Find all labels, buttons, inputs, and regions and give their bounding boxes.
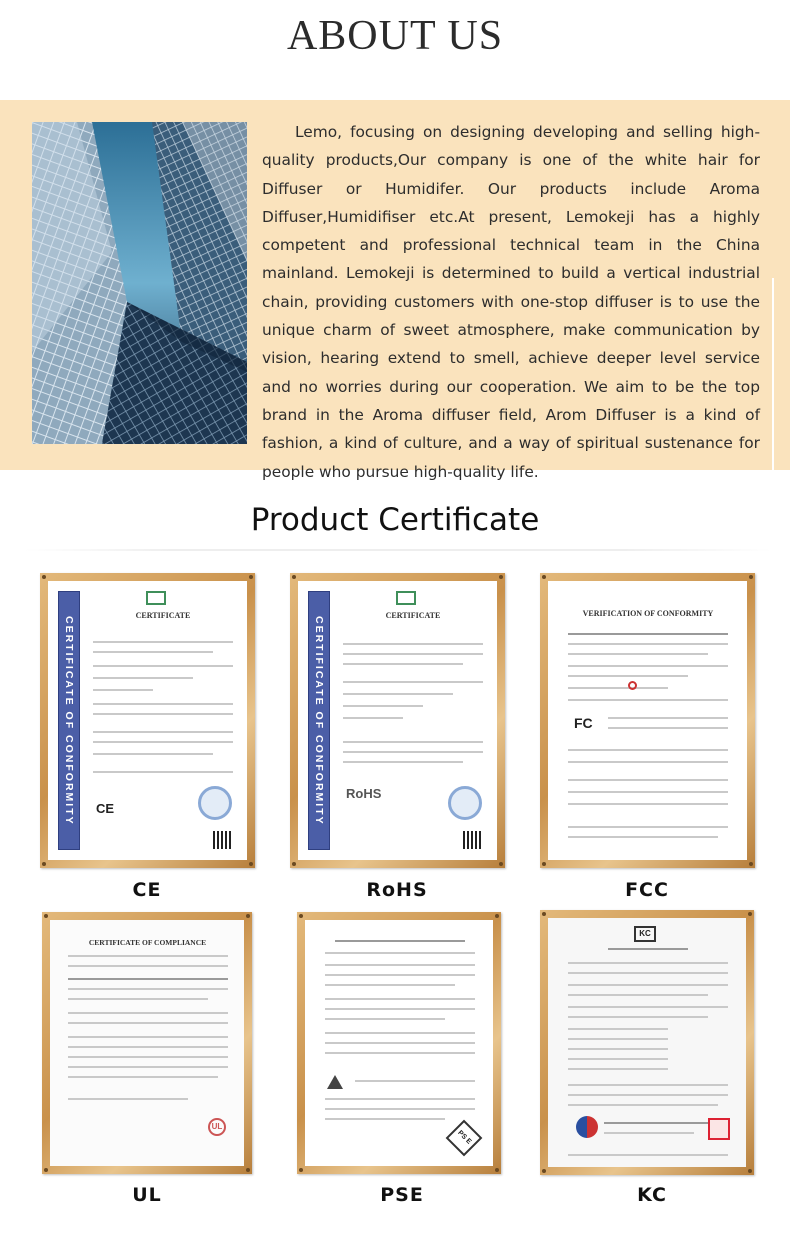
certificate-frame-fcc[interactable] [540,573,755,868]
certificate-document [48,581,247,860]
stamp-icon [198,786,232,820]
certificate-label-pse: PSE [380,1184,424,1206]
ul-mark: UL [208,1118,226,1136]
document-heading: CERTIFICATE OF COMPLIANCE [88,938,207,947]
ps-triangle-icon [327,1075,343,1089]
document-heading: CERTIFICATE [385,611,441,620]
certificate-label-ce: CE [132,879,162,901]
heading-divider [24,549,772,551]
logo-icon [146,591,166,605]
side-banner: CERTIFICATE OF CONFORMITY [58,591,80,850]
seal-icon [576,1116,598,1138]
certificate-document [548,918,746,1167]
about-paragraph: Lemo, focusing on designing developing and selling high-quality products,Our company is one of the white hair for Diffuser or Humidifer. Our products include Aroma Diffuser,Humidifiser etc.At present, Lemokeji has a highly competent and professional technical team in the China mainland. Lemokeji is determined to build a vertical industrial chain, providing customers with one-stop diffuser is to use the unique charm of sweet atmosphere, make communication by vision, hearing extend to smell, achieve deeper level service and no worries during our cooperation. We aim to be the top brand in the Aroma diffuser field, Arom Diffuser is a kind of fashion, a kind of culture, and a way of spiritual sustenance for people who pursue high-quality life. [262,123,760,481]
certificate-frame-ul[interactable] [42,912,252,1174]
side-banner: CERTIFICATE OF CONFORMITY [308,591,330,850]
red-stamp-icon [708,1118,730,1140]
ce-mark: CE [96,801,115,816]
building-illustration [32,122,247,444]
fcc-mark: FC [574,715,593,731]
qr-code-icon [213,831,231,849]
certificate-label-kc: KC [637,1184,667,1206]
certificate-label-fcc: FCC [625,879,669,901]
target-icon [628,681,637,690]
certificate-frame-kc[interactable] [540,910,754,1175]
kc-mark: KC [634,926,656,942]
certificate-document [305,920,493,1166]
document-heading: CERTIFICATE [135,611,191,620]
pse-mark: PS E [446,1120,483,1157]
certificate-frame-ce[interactable] [40,573,255,868]
stamp-icon [448,786,482,820]
certificate-document [50,920,244,1166]
certificate-document [298,581,497,860]
logo-icon [396,591,416,605]
building-photo [32,122,247,444]
certificate-frame-pse[interactable] [297,912,501,1174]
qr-code-icon [463,831,481,849]
rohs-mark: RoHS [346,786,382,801]
about-section [0,100,790,481]
certificate-frame-rohs[interactable] [290,573,505,868]
certificates-heading: Product Certificate [250,502,540,538]
certificate-label-rohs: RoHS [366,879,428,901]
certificate-document [548,581,747,860]
certificate-label-ul: UL [132,1184,162,1206]
document-heading: VERIFICATION OF CONFORMITY [582,609,714,618]
page-title: ABOUT US [286,13,504,59]
